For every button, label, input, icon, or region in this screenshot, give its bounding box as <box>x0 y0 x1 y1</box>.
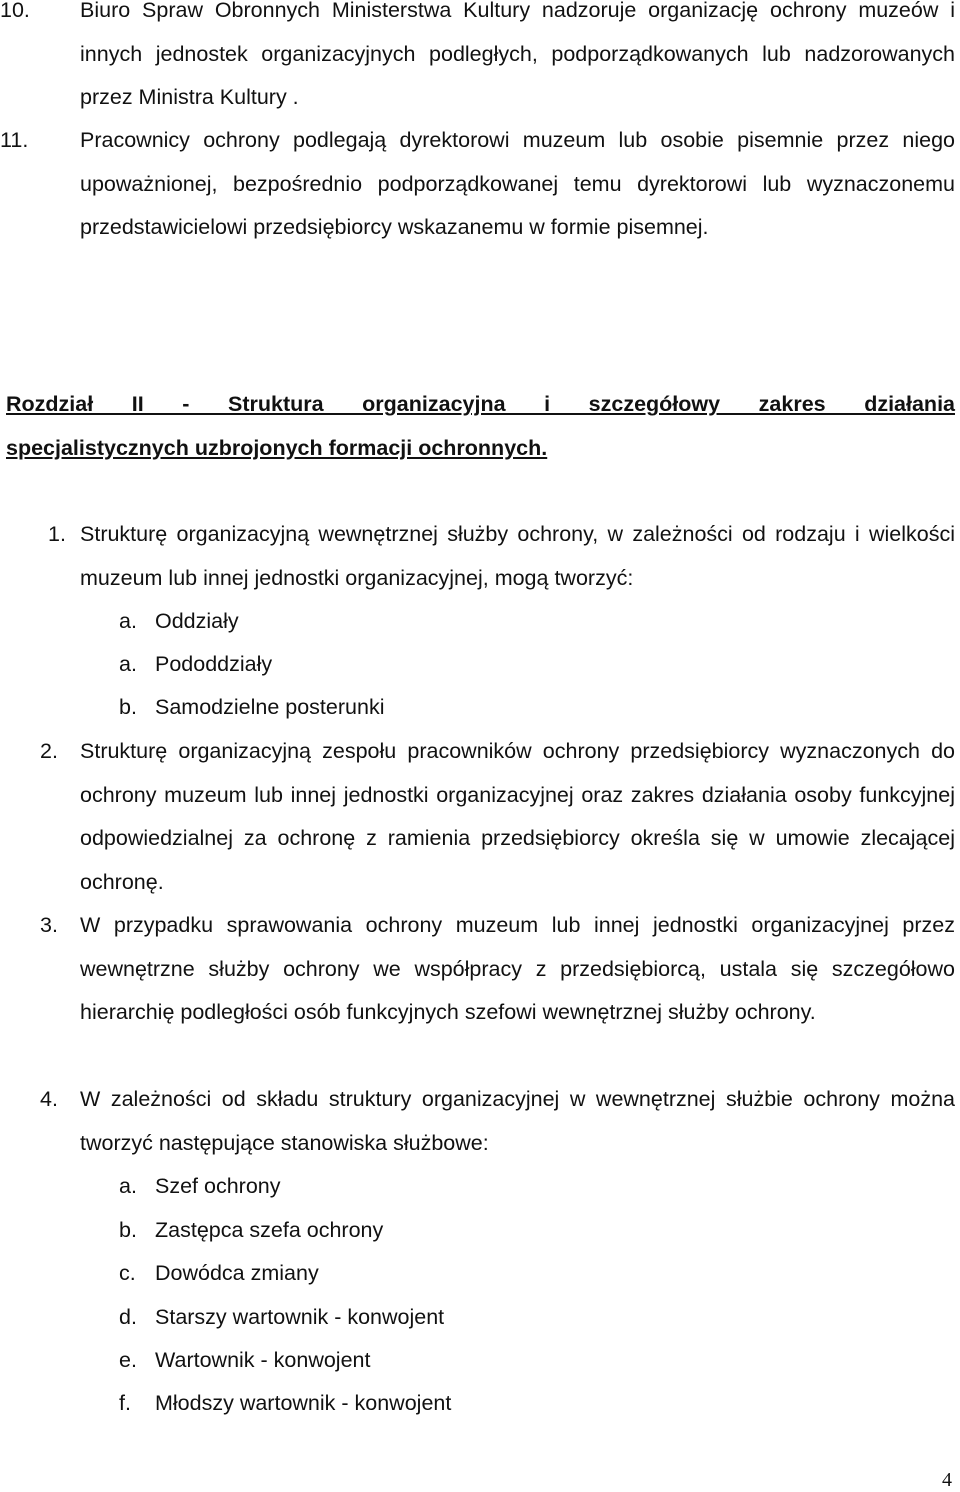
paragraph-number: 2. <box>40 739 58 763</box>
list-item-marker: b. <box>119 695 137 719</box>
page-number: 4 <box>942 1469 952 1491</box>
list-item-text: Oddziały <box>155 609 239 633</box>
list-item-marker: a. <box>119 652 137 676</box>
paragraph-text: W przypadku sprawowania ochrony muzeum lub innej jednostki organizacyjnej przez wewnętrzne służby ochrony we współpracy z przedsiębiorcą, ustala się szczegółowo hierarchię podległości osób funkcyjnych szefowi wewnętrznej służby ochrony. <box>80 913 955 1024</box>
paragraph-2 <box>0 730 955 904</box>
list-item-text: Młodszy wartownik - konwojent <box>155 1391 452 1415</box>
paragraph-4 <box>0 1078 955 1165</box>
list-item <box>119 1339 370 1383</box>
list-item <box>119 1209 383 1253</box>
chapter-heading <box>6 383 955 470</box>
paragraph-number: 10. <box>0 0 30 22</box>
list-item-marker: b. <box>119 1218 137 1242</box>
paragraph-number: 11. <box>0 128 29 152</box>
chapter-heading-line-2: specjalistycznych uzbrojonych formacji ochronnych. <box>6 435 548 460</box>
paragraph-text: Biuro Spraw Obronnych Ministerstwa Kultury nadzoruje organizację ochrony muzeów i innych jednostek organizacyjnych podległych, podporządkowanych lub nadzorowanych przez Ministra Kultury . <box>80 0 955 109</box>
list-item-marker: f. <box>119 1391 131 1415</box>
list-item-text: Starszy wartownik - konwojent <box>155 1305 445 1329</box>
list-item <box>119 686 384 730</box>
list-item-marker: c. <box>119 1261 136 1285</box>
list-item-text: Szef ochrony <box>155 1174 281 1198</box>
list-item-text: Wartownik - konwojent <box>155 1348 371 1372</box>
list-item <box>119 643 272 687</box>
list-item-text: Zastępca szefa ochrony <box>155 1218 384 1242</box>
paragraph-1 <box>0 513 955 600</box>
list-item <box>119 1382 451 1426</box>
paragraph-number: 3. <box>40 913 58 937</box>
list-item-text: Samodzielne posterunki <box>155 695 385 719</box>
paragraph-10 <box>0 0 955 120</box>
paragraph-number: 1. <box>48 522 66 546</box>
list-item-marker: e. <box>119 1348 137 1372</box>
paragraph-11 <box>0 119 955 250</box>
list-item-marker: a. <box>119 609 137 633</box>
list-item <box>119 1296 444 1340</box>
list-item <box>119 600 239 644</box>
paragraph-text: Strukturę organizacyjną wewnętrznej służby ochrony, w zależności od rodzaju i wielkości muzeum lub innej jednostki organizacyjnej, mogą tworzyć: <box>80 522 955 590</box>
list-item-text: Dowódca zmiany <box>155 1261 319 1285</box>
list-item-text: Pododdziały <box>155 652 273 676</box>
list-item <box>119 1252 319 1296</box>
chapter-heading-line-1: Rozdział II - Struktura organizacyjna i szczegółowy zakres działania <box>6 392 955 416</box>
paragraph-text: W zależności od składu struktury organizacyjnej w wewnętrznej służbie ochrony można tworzyć następujące stanowiska służbowe: <box>80 1087 955 1155</box>
list-item-marker: d. <box>119 1305 137 1329</box>
paragraph-text: Pracownicy ochrony podlegają dyrektorowi muzeum lub osobie pisemnie przez niego upoważnionej, bezpośrednio podporządkowanej temu dyrektorowi lub wyznaczonemu przedstawicielowi przedsiębiorcy wskazanemu w formie pisemnej. <box>80 128 955 239</box>
list-item-marker: a. <box>119 1174 137 1198</box>
list-item <box>119 1165 280 1209</box>
paragraph-text: Strukturę organizacyjną zespołu pracowników ochrony przedsiębiorcy wyznaczonych do ochrony muzeum lub innej jednostki organizacyjnej oraz zakres działania osoby funkcyjnej odpowiedzialnej za ochronę z ramienia przedsiębiorcy określa się w umowie zlecającej ochronę. <box>80 739 955 894</box>
paragraph-3 <box>0 904 955 1035</box>
paragraph-number: 4. <box>40 1087 58 1111</box>
